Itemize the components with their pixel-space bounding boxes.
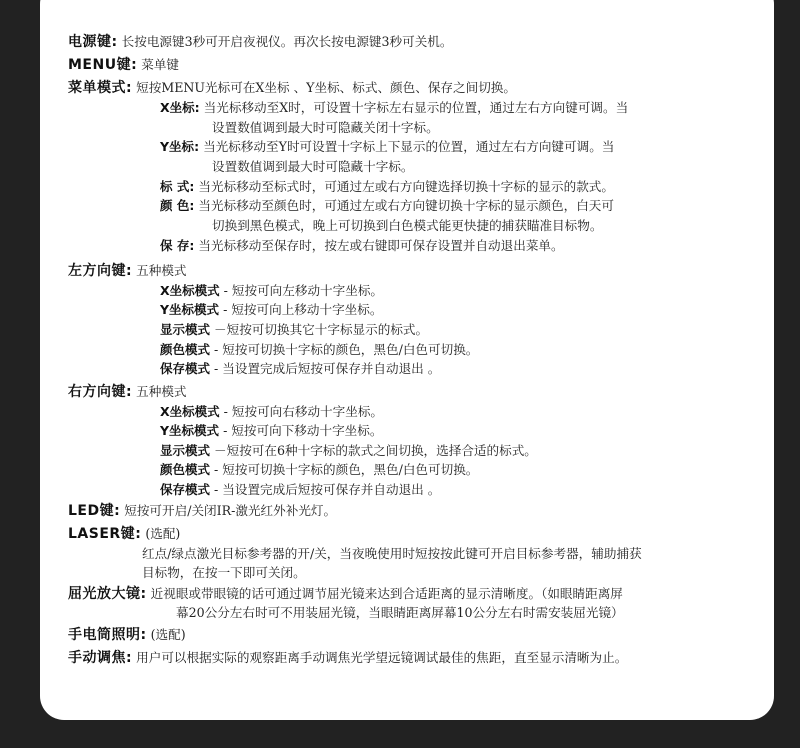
left-key-row [68, 263, 187, 279]
laser-desc-text-2: 目标物，在按一下即可关闭。 [142, 565, 306, 580]
left-item-color [160, 342, 478, 358]
power-key-text: 长按电源键3秒可开启夜视仪。再次长按电源键3秒可关机。 [121, 34, 453, 49]
left-item-y-label: Y坐标模式 [160, 302, 220, 317]
menu-item-color-text-2: 切换到黑色模式，晚上可切换到白色模式能更快捷的捕获瞄准目标物。 [212, 218, 603, 233]
menu-item-y [160, 139, 614, 155]
right-key-text: 五种模式 [136, 384, 187, 399]
separator: : [194, 100, 200, 115]
menu-key-label: MENU键 [68, 57, 132, 73]
separator: : [140, 627, 147, 643]
menu-item-style [160, 179, 614, 195]
left-item-save [160, 361, 440, 377]
right-item-y [160, 423, 382, 439]
diopter-cont [176, 605, 624, 621]
right-key-label: 右方向键 [68, 384, 126, 400]
laser-desc-2 [142, 565, 306, 581]
left-item-y [160, 302, 382, 318]
focus-row [68, 650, 627, 666]
left-item-display [160, 322, 428, 338]
laser-key-label: LASER键 [68, 526, 136, 542]
right-key-row [68, 384, 187, 400]
left-item-x-text: - 短按可向左移动十字坐标。 [219, 283, 384, 298]
diopter-row [68, 586, 623, 602]
diopter-text-1: 近视眼或带眼镜的话可通过调节屈光镜来达到合适距离的显示清晰度。（如眼睛距离屏 [150, 586, 623, 601]
menu-item-x-text: 当光标移动至X时，可设置十字标左右显示的位置，通过左右方向键可调。当 [203, 100, 629, 115]
separator: : [135, 526, 142, 542]
separator: : [114, 503, 121, 519]
right-item-x-label: X坐标模式 [160, 404, 220, 419]
left-item-save-label: 保存模式 [160, 361, 211, 376]
left-item-color-label: 颜色模式 [160, 342, 211, 357]
right-item-save-label: 保存模式 [160, 482, 211, 497]
menu-item-save-text: 当光标移动至保存时，按左或右键即可保存设置并自动退出菜单。 [198, 238, 564, 253]
menu-item-x-cont [212, 120, 439, 136]
left-item-x [160, 283, 383, 299]
separator: : [189, 238, 195, 253]
separator: : [126, 263, 133, 279]
menu-item-color [160, 198, 614, 214]
laser-desc-text-1: 红点/绿点激光目标参考器的开/关，当夜晚使用时短按按此键可开启目标参考器，辅助捕获 [142, 546, 642, 561]
menu-item-color-label: 颜 色 [160, 198, 190, 213]
menu-item-y-text-2: 设置数值调到最大时可隐藏十字标。 [212, 159, 414, 174]
laser-key-row [68, 526, 180, 542]
led-key-row [68, 503, 336, 519]
menu-item-save-label: 保 存 [160, 238, 190, 253]
separator: : [189, 198, 195, 213]
menu-item-y-label: Y坐标 [160, 139, 195, 154]
flashlight-text: (选配) [150, 627, 186, 642]
left-item-x-label: X坐标模式 [160, 283, 220, 298]
menu-item-color-cont [212, 218, 602, 234]
menu-item-x-label: X坐标 [160, 100, 195, 115]
menu-mode-text: 短按MENU光标可在X坐标 、Y坐标、标式、颜色、保存之间切换。 [136, 80, 516, 95]
left-item-save-text: - 当设置完成后短按可保存并自动退出 。 [210, 361, 441, 376]
menu-item-style-label: 标 式 [160, 179, 190, 194]
flashlight-label: 手电筒照明 [68, 627, 141, 643]
right-item-save [160, 482, 440, 498]
separator: : [126, 650, 133, 666]
separator: : [189, 179, 195, 194]
power-key-label: 电源键 [68, 34, 112, 50]
separator: : [131, 57, 138, 73]
separator: : [140, 586, 147, 602]
menu-mode-label: 菜单模式 [68, 80, 126, 96]
right-item-x-text: - 短按可向右移动十字坐标。 [219, 404, 384, 419]
right-item-y-label: Y坐标模式 [160, 423, 220, 438]
right-item-y-text: - 短按可向下移动十字坐标。 [219, 423, 383, 438]
separator: : [194, 139, 200, 154]
left-item-display-text: －短按可切换其它十字标显示的标式。 [210, 322, 429, 337]
laser-desc-1 [142, 546, 642, 562]
menu-item-color-text: 当光标移动至颜色时，可通过左或右方向键切换十字标的显示颜色，白天可 [198, 198, 614, 213]
right-item-color [160, 462, 478, 478]
flashlight-row [68, 627, 186, 643]
separator: : [126, 384, 133, 400]
right-item-display [160, 443, 537, 459]
laser-key-text: (选配) [145, 526, 181, 541]
menu-item-save [160, 238, 564, 254]
left-item-display-label: 显示模式 [160, 322, 211, 337]
diopter-label: 屈光放大镜 [68, 586, 141, 602]
separator: : [126, 80, 133, 96]
menu-item-y-text: 当光标移动至Y时可设置十字标上下显示的位置，通过左右方向键可调。当 [203, 139, 615, 154]
menu-mode-row [68, 80, 516, 96]
menu-key-text: 菜单键 [141, 57, 179, 72]
focus-label: 手动调焦 [68, 650, 126, 666]
left-key-text: 五种模式 [136, 263, 187, 278]
menu-item-x-text-2: 设置数值调到最大时可隐藏关闭十字标。 [212, 120, 439, 135]
right-item-x [160, 404, 383, 420]
led-key-text: 短按可开启/关闭IR-激光红外补光灯。 [124, 503, 337, 518]
right-item-color-text: - 短按可切换十字标的颜色，黑色/白色可切换。 [210, 462, 479, 477]
separator: : [111, 34, 118, 50]
left-key-label: 左方向键 [68, 263, 126, 279]
power-key-row [68, 34, 453, 50]
menu-item-y-cont [212, 159, 414, 175]
menu-item-style-text: 当光标移动至标式时，可通过左或右方向键选择切换十字标的显示的款式。 [198, 179, 614, 194]
focus-text: 用户可以根据实际的观察距离手动调焦光学望远镜调试最佳的焦距，直至显示清晰为止。 [136, 650, 628, 665]
left-item-y-text: - 短按可向上移动十字坐标。 [219, 302, 383, 317]
left-item-color-text: - 短按可切换十字标的颜色，黑色/白色可切换。 [210, 342, 479, 357]
right-item-save-text: - 当设置完成后短按可保存并自动退出 。 [210, 482, 441, 497]
diopter-text-2: 幕20公分左右时可不用装屈光镜，当眼睛距离屏幕10公分左右时需安装屈光镜） [176, 605, 624, 620]
menu-item-x [160, 100, 628, 116]
right-item-color-label: 颜色模式 [160, 462, 211, 477]
led-key-label: LED键 [68, 503, 115, 519]
right-item-display-label: 显示模式 [160, 443, 211, 458]
menu-key-row [68, 57, 179, 73]
right-item-display-text: －短按可在6种十字标的款式之间切换，选择合适的标式。 [210, 443, 537, 458]
